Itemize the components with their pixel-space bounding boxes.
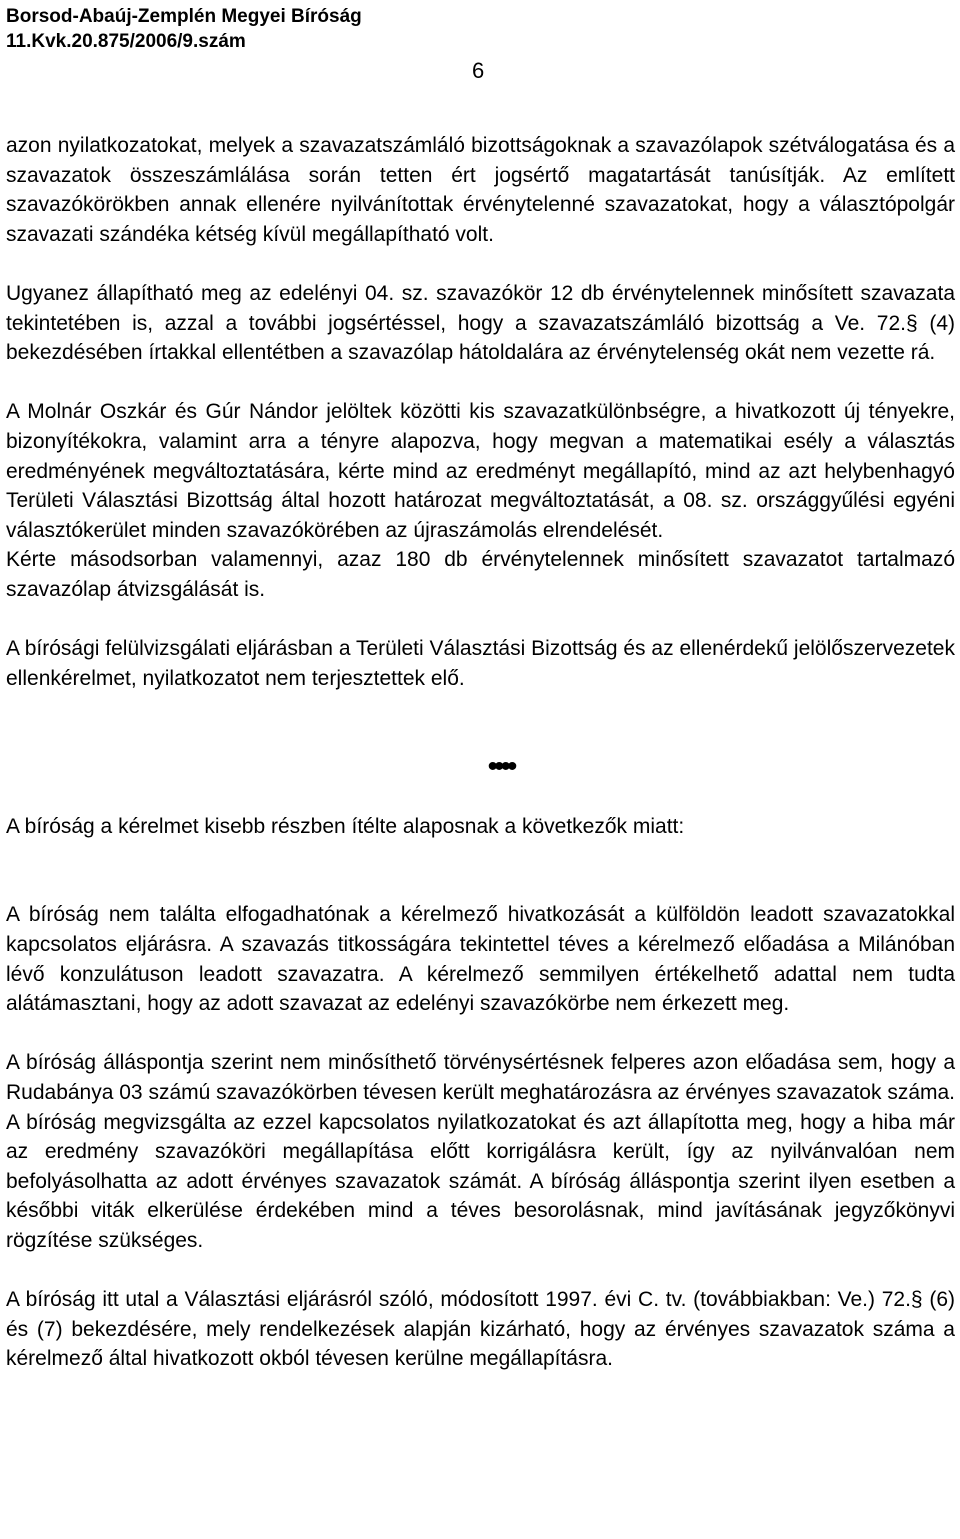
paragraph-5: A bírósági felülvizsgálati eljárásban a Területi Választási Bizottság és az ellenérdekű jelölőszervezetek ellenkérelmet, nyilatkozatot nem terjesztettek elő.: [6, 637, 955, 690]
section-separator: ••••: [487, 750, 514, 784]
page-number: 6: [472, 58, 485, 83]
paragraph-4: Kérte másodsorban valamennyi, azaz 180 db érvénytelennek minősített szavazatot tartalmazó szavazólap átvizsgálását is.: [6, 548, 955, 601]
case-number: 11.Kvk.20.875/2006/9.szám: [6, 31, 246, 52]
paragraph-6: A bíróság a kérelmet kisebb részben ítélte alaposnak a következők miatt:: [6, 814, 685, 838]
paragraph-8: A bíróság álláspontja szerint nem minősíthető törvénysértésnek felperes azon előadása sem, hogy a Rudabánya 03 számú szavazókörben tévesen került meghatározásra az érvényes szavazatok száma. A bíróság megvizsgálta az ezzel kapcsolatos nyilatkozatokat és azt állapította meg, hogy a hiba már az eredmény szavazóköri megállapítása előtt korrigálásra került, így az nyilvánvalóan nem befolyásolhatta az adott érvényes szavazatok számát. A bíróság álláspontja szerint ilyen esetben a későbbi viták elkerülése érdekében mind a téves besorolásnak, mind javításának jegyzőkönyvi rögzítése szükséges.: [6, 1051, 955, 1252]
paragraph-7: A bíróság nem találta elfogadhatónak a kérelmező hivatkozását a külföldön leadott szavazatokkal kapcsolatos eljárásra. A szavazás titkosságára tekintettel téves a kérelmező előadása a Milánóban lévő konzulátuson leadott szavazatra. A kérelmező semmilyen értékelhető adattal nem tudta alátámasztani, hogy az adott szavazat az edelényi szavazókörbe nem érkezett meg.: [6, 903, 955, 1016]
paragraph-3: A Molnár Oszkár és Gúr Nándor jelöltek közötti kis szavazatkülönbségre, a hivatkozott új tényekre, bizonyítékokra, valamint arra a tényre alapozva, hogy megvan a matematikai esély a választás eredményének megváltoztatására, kérte mind az eredményt megállapító, mind az azt helybenhagyó Területi Választási Bizottság által hozott határozat megváltoztatását, a 08. sz. országgyűlési egyéni választókerület minden szavazókörében az újraszámolás elrendelését.: [6, 400, 955, 542]
paragraph-9: A bíróság itt utal a Választási eljárásról szóló, módosított 1997. évi C. tv. (továbbiakban: Ve.) 72.§ (6) és (7) bekezdésére, mely rendelkezések alapján kizárható, hogy az érvényes szavazatok száma a kérelmező által hivatkozott okból tévesen kerülne megállapításra.: [6, 1288, 955, 1371]
paragraph-1: azon nyilatkozatokat, melyek a szavazatszámláló bizottságoknak a szavazólapok szétválogatása és a szavazatok összeszámlálása során tetten ért jogsértő magatartását tanúsítják. Az említett szavazókörökben annak ellenére nyilvánítottak érvénytelenné szavazatokat, hogy a választópolgár szavazati szándéka kétség kívül megállapítható volt.: [6, 134, 955, 246]
paragraph-2: Ugyanez állapítható meg az edelényi 04. sz. szavazókör 12 db érvénytelennek minősített szavazata tekintetében is, azzal a további jogsértéssel, hogy a szavazatszámláló bizottság a Ve. 72.§ (4) bekezdésében írtakkal ellentétben a szavazólap hátoldalára az érvénytelenség okát nem vezette rá.: [6, 281, 955, 365]
document-body: [6, 131, 955, 1374]
document-header: [6, 4, 362, 54]
court-name: Borsod-Abaúj-Zemplén Megyei Bíróság: [6, 6, 362, 27]
